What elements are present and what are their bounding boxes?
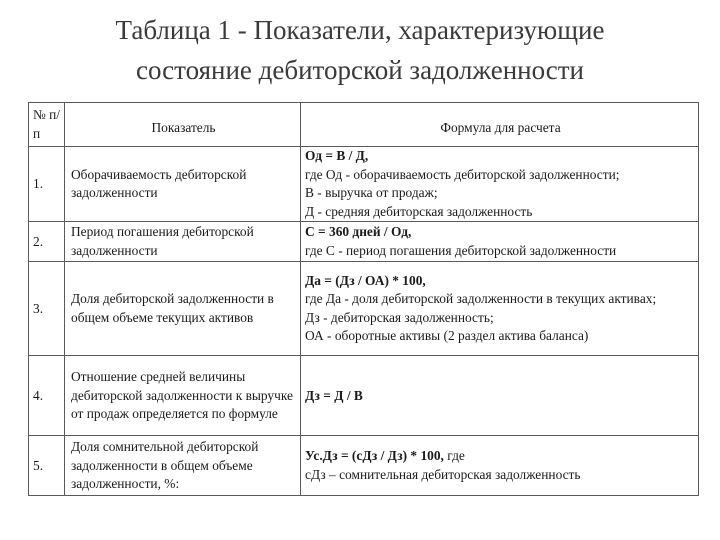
formula-line: Дз - дебиторская задолженность; — [305, 309, 494, 325]
formula-line: сДз – сомнительная дебиторская задолженность — [305, 466, 581, 482]
formula-main: С = 360 дней / Од, — [305, 224, 412, 240]
row-indicator: Оборачиваемость дебиторской задолженности — [65, 147, 301, 222]
row-indicator: Доля дебиторской задолженности в общем объеме текущих активов — [65, 262, 301, 356]
formula-main: Дз = Д / В — [305, 387, 363, 403]
title-line-2: состояние дебиторской задолженности — [136, 55, 584, 85]
formula-main: Да = (Дз / ОА) * 100, — [305, 272, 426, 288]
formula-line: Д - средняя дебиторская задолженность — [305, 203, 533, 219]
row-num: 4. — [29, 356, 65, 436]
formula-suffix: где — [443, 448, 465, 464]
formula-main: Ус.Дз = (сДз / Дз) * 100, — [305, 448, 444, 464]
header-formula: Формула для расчета — [301, 103, 699, 147]
table-row — [29, 222, 699, 262]
table-row — [29, 262, 699, 356]
formula-line: ОА - оборотные активы (2 раздел актива баланса) — [305, 328, 589, 344]
row-num: 2. — [29, 222, 65, 262]
formula-line: где Да - доля дебиторской задолженности в текущих активах; — [305, 291, 657, 307]
row-formula — [301, 356, 699, 436]
header-indicator: Показатель — [65, 103, 301, 147]
row-indicator: Период погашения дебиторской задолженности — [65, 222, 301, 262]
row-formula — [301, 147, 699, 222]
row-num: 3. — [29, 262, 65, 356]
formula-line: где Од - оборачиваемость дебиторской задолженности; — [305, 166, 620, 182]
formula-line: где С - период погашения дебиторской задолженности — [305, 242, 617, 258]
row-formula — [301, 222, 699, 262]
formula-line: В - выручка от продаж; — [305, 185, 438, 201]
title-line-1: Таблица 1 - Показатели, характеризующие — [115, 15, 605, 45]
table-header-row — [29, 103, 699, 147]
row-indicator: Доля сомнительной дебиторской задолженности в общем объеме задолженности, %: — [65, 436, 301, 496]
row-indicator: Отношение средней величины дебиторской задолженности к выручке от продаж определяется по формуле — [65, 356, 301, 436]
header-num: № п/п — [29, 103, 65, 147]
table-row — [29, 356, 699, 436]
row-formula — [301, 262, 699, 356]
formula-main: Од = В / Д, — [305, 148, 369, 163]
row-num: 5. — [29, 436, 65, 496]
indicators-table — [28, 102, 699, 496]
row-formula — [301, 436, 699, 496]
table-row — [29, 147, 699, 222]
row-num: 1. — [29, 147, 65, 222]
table-row — [29, 436, 699, 496]
page-title — [0, 10, 720, 90]
